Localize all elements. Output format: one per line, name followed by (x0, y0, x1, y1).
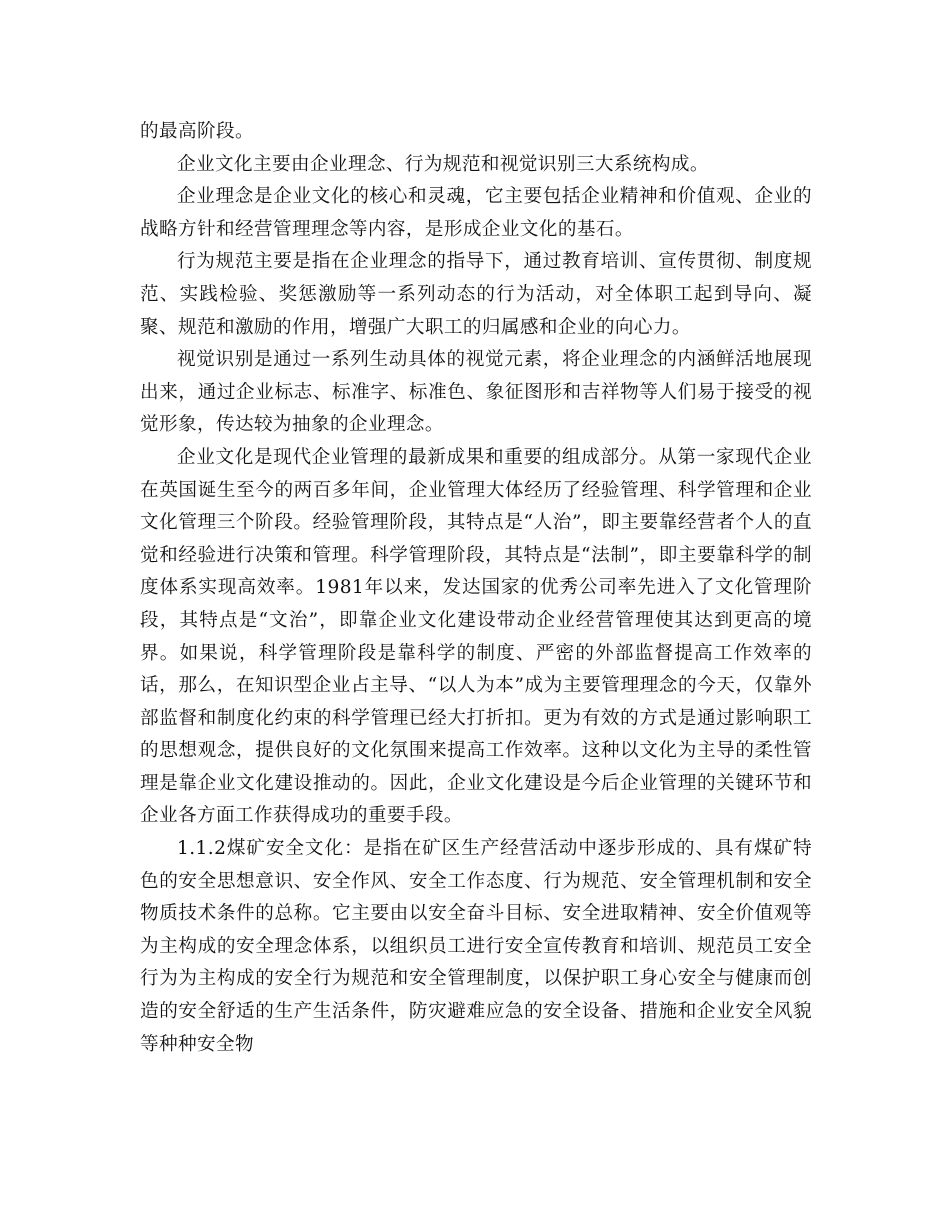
paragraph-behavior-norms: 行为规范主要是指在企业理念的指导下，通过教育培训、宣传贯彻、制度规范、实践检验、奖惩激励等一系列动态的行为活动，对全体职工起到导向、凝聚、规范和激励的作用，增强广大职工的归属感和企业的向心力。 (140, 251, 812, 338)
paragraph-continuation: 的最高阶段。 (140, 121, 254, 142)
paragraph-corporate-culture-systems: 企业文化主要由企业理念、行为规范和视觉识别三大系统构成。 (177, 153, 709, 175)
paragraph-corporate-philosophy: 企业理念是企业文化的核心和灵魂，它主要包括企业精神和价值观、企业的战略方针和经营管理理念等内容，是形成企业文化的基石。 (140, 186, 812, 240)
paragraph-coal-mine-safety-culture: 1.1.2煤矿安全文化：是指在矿区生产经营活动中逐步形成的、具有煤矿特色的安全思想意识、安全作风、安全工作态度、行为规范、安全管理机制和安全物质技术条件的总称。它主要由以安全奋斗目标、安全进取精神、安全价值观等为主构成的安全理念体系，以组织员工进行安全宣传教育和培训、规范员工安全行为为主构成的安全行为规范和安全管理制度，以保护职工身心安全与健康而创造的安全舒适的生产生活条件，防灾避难应急的安全设备、措施和企业安全风貌等种种安全物 (140, 838, 812, 1055)
paragraph-management-stages: 企业文化是现代企业管理的最新成果和重要的组成部分。从第一家现代企业在英国诞生至今的两百多年间，企业管理大体经历了经验管理、科学管理和企业文化管理三个阶段。经验管理阶段，其特点是“人治”，即主要靠经营者个人的直觉和经验进行决策和管理。科学管理阶段，其特点是“法制”，即主要靠科学的制度体系实现高效率。1981年以来，发达国家的优秀公司率先进入了文化管理阶段，其特点是“文治”，即靠企业文化建设带动企业经营管理使其达到更高的境界。如果说，科学管理阶段是靠科学的制度、严密的外部监督提高工作效率的话，那么，在知识型企业占主导、“以人为本”成为主要管理理念的今天，仅靠外部监督和制度化约束的科学管理已经大打折扣。更为有效的方式是通过影响职工的思想观念，提供良好的文化氛围来提高工作效率。这种以文化为主导的柔性管理是靠企业文化建设推动的。因此，企业文化建设是今后企业管理的关键环节和企业各方面工作获得成功的重要手段。 (140, 446, 812, 827)
document-body (140, 116, 812, 1061)
paragraph-visual-identity: 视觉识别是通过一系列生动具体的视觉元素，将企业理念的内涵鲜活地展现出来，通过企业标志、标准字、标准色、象征图形和吉祥物等人们易于接受的视觉形象，传达较为抽象的企业理念。 (140, 349, 812, 436)
